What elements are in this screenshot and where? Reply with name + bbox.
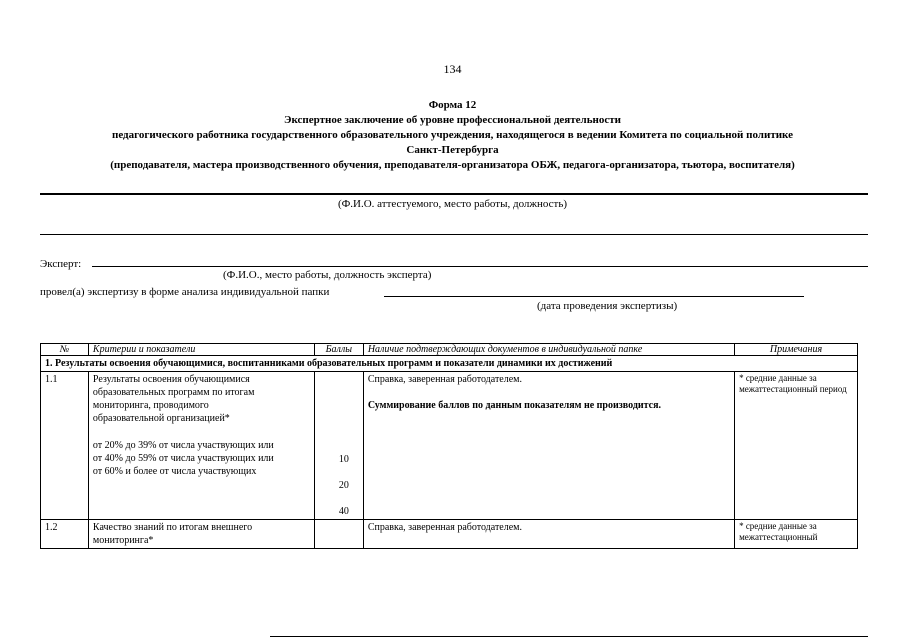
- heading-line-2: педагогического работника государственного образовательного учреждения, находящегося в ведении Комитета по социальной политике: [111, 129, 794, 141]
- note-cell: * средние данные за межаттестационный период: [735, 372, 858, 520]
- documents-cell: [363, 372, 734, 520]
- col-criteria: Критерии и показатели: [88, 344, 314, 356]
- note-cell: * средние данные за межаттестационный: [735, 520, 858, 549]
- points-cell: [314, 372, 363, 520]
- date-caption: (дата проведения экспертизы): [537, 300, 678, 312]
- criteria-cell: Качество знаний по итогам внешнего мониторинга*: [88, 520, 314, 549]
- option-1: от 20% до 39% от числа участвующих или: [92, 440, 274, 451]
- table-row: [41, 520, 858, 549]
- criteria-table: [40, 343, 858, 549]
- col-notes: Примечания: [735, 344, 858, 356]
- option-2: от 40% до 59% от числа участвующих или: [92, 453, 274, 464]
- section-row: [41, 356, 858, 372]
- blank-line: [40, 234, 868, 235]
- expert-label: Эксперт:: [40, 258, 82, 270]
- col-documents: Наличие подтверждающих документов в индивидуальной папке: [363, 344, 734, 356]
- expert-caption: (Ф.И.О., место работы, должность эксперта): [223, 269, 432, 281]
- date-line: [384, 296, 804, 297]
- form-title: Форма 12: [428, 99, 477, 111]
- documents-cell: Справка, заверенная работодателем.: [363, 520, 734, 549]
- heading-line-4: (преподавателя, мастера производственного обучения, преподавателя-организатора ОБЖ, педагога-организатора, тьютора, воспитателя): [110, 159, 795, 171]
- row-number: 1.1: [41, 372, 89, 520]
- expert-line: [92, 266, 868, 267]
- points-1: 10: [338, 454, 349, 465]
- expertise-text: провел(а) экспертизу в форме анализа индивидуальной папки: [40, 286, 330, 298]
- row-number: 1.2: [41, 520, 89, 549]
- points-3: 40: [338, 506, 349, 517]
- option-3: от 60% и более от числа участвующих: [92, 466, 257, 477]
- heading-line-3: Санкт-Петербурга: [406, 144, 499, 156]
- section-title: 1. Результаты освоения обучающимися, воспитанниками образовательных программ и показатели динамики их достижений: [41, 356, 858, 372]
- table-header-row: [41, 344, 858, 356]
- summation-note: Суммирование баллов по данным показателям не производится.: [367, 400, 662, 411]
- table-row: [41, 372, 858, 520]
- bottom-rule: [270, 636, 868, 637]
- col-points: Баллы: [314, 344, 363, 356]
- heading-line-1: Экспертное заключение об уровне профессиональной деятельности: [284, 114, 621, 126]
- criteria-text: Результаты освоения обучающимися образовательных программ по итогам мониторинга, проводимого образовательной организацией*: [92, 374, 255, 424]
- criteria-cell: [88, 372, 314, 520]
- points-2: 20: [338, 480, 349, 491]
- col-number: №: [41, 344, 89, 356]
- document-note: Справка, заверенная работодателем.: [367, 374, 523, 385]
- points-cell: [314, 520, 363, 549]
- divider-rule: [40, 193, 868, 195]
- attested-caption: (Ф.И.О. аттестуемого, место работы, должность): [337, 198, 568, 210]
- page-number: 134: [443, 62, 462, 76]
